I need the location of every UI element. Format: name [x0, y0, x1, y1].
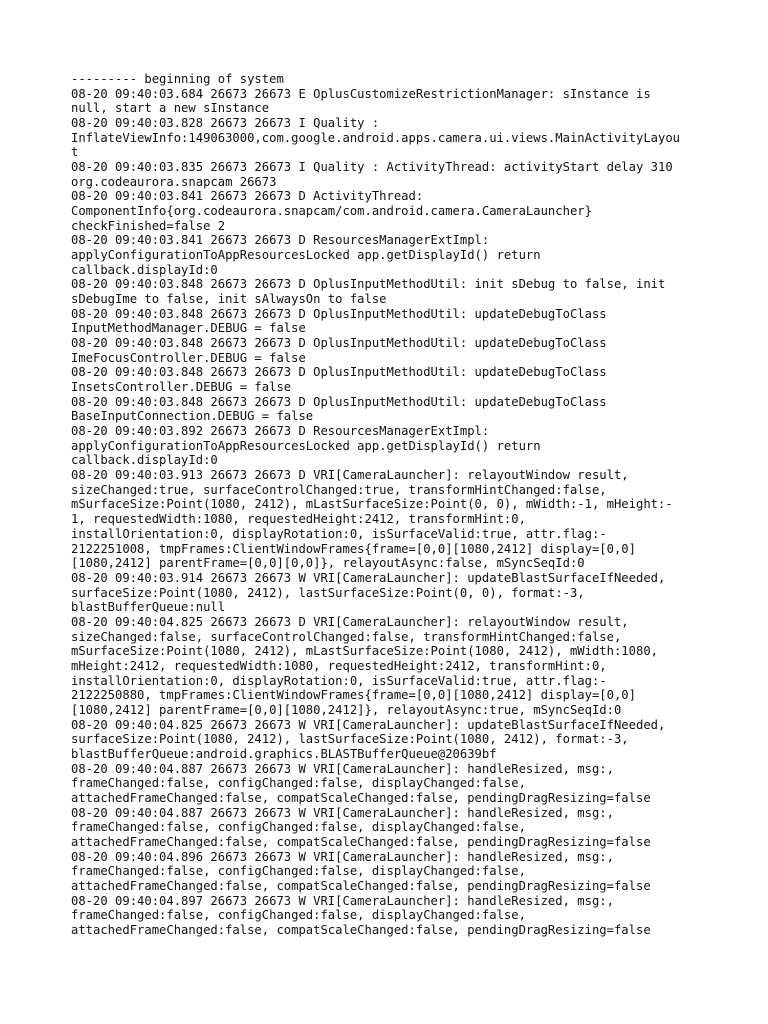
log-line: ImeFocusController.DEBUG = false	[71, 350, 306, 365]
log-line: BaseInputConnection.DEBUG = false	[71, 409, 314, 424]
log-line: 08-20 09:40:04.897 26673 26673 W VRI[CameraLauncher]: handleResized, msg:,	[71, 893, 614, 908]
log-line: 08-20 09:40:03.848 26673 26673 D OplusInputMethodUtil: init sDebug to false, init	[71, 277, 666, 292]
log-line: frameChanged:false, configChanged:false, displayChanged:false,	[71, 908, 526, 923]
log-line: 08-20 09:40:03.684 26673 26673 E OplusCustomizeRestrictionManager: sInstance is	[71, 86, 651, 101]
log-line: 08-20 09:40:03.828 26673 26673 I Quality :	[71, 116, 380, 131]
log-line: installOrientation:0, displayRotation:0, isSurfaceValid:true, attr.flag:-	[71, 526, 607, 541]
log-line: 08-20 09:40:03.841 26673 26673 D ActivityThread:	[71, 189, 424, 204]
log-line: callback.displayId:0	[71, 262, 218, 277]
log-line: checkFinished=false 2	[71, 218, 226, 233]
log-line: 08-20 09:40:04.825 26673 26673 D VRI[CameraLauncher]: relayoutWindow result,	[71, 614, 629, 629]
log-line: applyConfigurationToAppResourcesLocked app.getDisplayId() return	[71, 248, 541, 263]
log-line: 2122251008, tmpFrames:ClientWindowFrames{frame=[0,0][1080,2412] display=[0,0]	[71, 541, 636, 556]
log-line: attachedFrameChanged:false, compatScaleChanged:false, pendingDragResizing=false	[71, 878, 651, 893]
log-line: null, start a new sInstance	[71, 101, 270, 116]
log-line: sDebugIme to false, init sAlwaysOn to false	[71, 292, 387, 307]
log-line: 1, requestedWidth:1080, requestedHeight:2412, transformHint:0,	[71, 512, 526, 527]
log-line: surfaceSize:Point(1080, 2412), lastSurfaceSize:Point(1080, 2412), format:-3,	[71, 732, 629, 747]
log-line: 08-20 09:40:03.835 26673 26673 I Quality : ActivityThread: activityStart delay 310	[71, 160, 673, 175]
log-line: 08-20 09:40:04.887 26673 26673 W VRI[CameraLauncher]: handleResized, msg:,	[71, 805, 614, 820]
log-line: 08-20 09:40:04.896 26673 26673 W VRI[CameraLauncher]: handleResized, msg:,	[71, 849, 614, 864]
log-line: [1080,2412] parentFrame=[0,0][1080,2412]}, relayoutAsync:true, mSyncSeqId:0	[71, 702, 622, 717]
log-line: mSurfaceSize:Point(1080, 2412), mLastSurfaceSize:Point(0, 0), mWidth:-1, mHeight:-	[71, 497, 673, 512]
log-line: blastBufferQueue:null	[71, 600, 226, 615]
log-line: [1080,2412] parentFrame=[0,0][0,0]}, relayoutAsync:false, mSyncSeqId:0	[71, 556, 585, 571]
log-line: 08-20 09:40:03.913 26673 26673 D VRI[CameraLauncher]: relayoutWindow result,	[71, 468, 629, 483]
log-text-block	[71, 72, 701, 938]
log-line: 08-20 09:40:04.825 26673 26673 W VRI[CameraLauncher]: updateBlastSurfaceIfNeeded,	[71, 717, 666, 732]
log-line: InflateViewInfo:149063000,com.google.android.apps.camera.ui.views.MainActivityLayou	[71, 130, 681, 145]
log-line: mSurfaceSize:Point(1080, 2412), mLastSurfaceSize:Point(1080, 2412), mWidth:1080,	[71, 644, 658, 659]
log-line: 08-20 09:40:03.848 26673 26673 D OplusInputMethodUtil: updateDebugToClass	[71, 394, 607, 409]
log-line: frameChanged:false, configChanged:false, displayChanged:false,	[71, 776, 526, 791]
log-line: ComponentInfo{org.codeaurora.snapcam/com.android.camera.CameraLauncher}	[71, 204, 592, 219]
log-line: installOrientation:0, displayRotation:0, isSurfaceValid:true, attr.flag:-	[71, 673, 607, 688]
log-line: 08-20 09:40:04.887 26673 26673 W VRI[CameraLauncher]: handleResized, msg:,	[71, 761, 614, 776]
log-line: org.codeaurora.snapcam 26673	[71, 174, 277, 189]
log-line: 08-20 09:40:03.892 26673 26673 D ResourcesManagerExtImpl:	[71, 424, 490, 439]
log-line: InputMethodManager.DEBUG = false	[71, 321, 306, 336]
log-line: sizeChanged:true, surfaceControlChanged:true, transformHintChanged:false,	[71, 482, 607, 497]
log-line: frameChanged:false, configChanged:false, displayChanged:false,	[71, 864, 526, 879]
log-line: blastBufferQueue:android.graphics.BLASTBufferQueue@20639bf	[71, 746, 497, 761]
log-line: 08-20 09:40:03.848 26673 26673 D OplusInputMethodUtil: updateDebugToClass	[71, 365, 607, 380]
log-line: --------- beginning of system	[71, 72, 284, 86]
log-line: surfaceSize:Point(1080, 2412), lastSurfaceSize:Point(0, 0), format:-3,	[71, 585, 585, 600]
log-line: sizeChanged:false, surfaceControlChanged:false, transformHintChanged:false,	[71, 629, 622, 644]
log-line: 08-20 09:40:03.914 26673 26673 W VRI[CameraLauncher]: updateBlastSurfaceIfNeeded,	[71, 570, 666, 585]
log-line: 08-20 09:40:03.841 26673 26673 D ResourcesManagerExtImpl:	[71, 233, 490, 248]
log-line: 08-20 09:40:03.848 26673 26673 D OplusInputMethodUtil: updateDebugToClass	[71, 336, 607, 351]
log-line: attachedFrameChanged:false, compatScaleChanged:false, pendingDragResizing=false	[71, 922, 651, 937]
log-line: attachedFrameChanged:false, compatScaleChanged:false, pendingDragResizing=false	[71, 834, 651, 849]
log-line: InsetsController.DEBUG = false	[71, 380, 292, 395]
log-line: 2122250880, tmpFrames:ClientWindowFrames{frame=[0,0][1080,2412] display=[0,0]	[71, 688, 636, 703]
log-line: attachedFrameChanged:false, compatScaleChanged:false, pendingDragResizing=false	[71, 790, 651, 805]
log-line: 08-20 09:40:03.848 26673 26673 D OplusInputMethodUtil: updateDebugToClass	[71, 306, 607, 321]
log-line: frameChanged:false, configChanged:false, displayChanged:false,	[71, 820, 526, 835]
log-line: t	[71, 145, 79, 160]
log-line: callback.displayId:0	[71, 453, 218, 468]
log-line: mHeight:2412, requestedWidth:1080, requestedHeight:2412, transformHint:0,	[71, 658, 607, 673]
log-line: applyConfigurationToAppResourcesLocked app.getDisplayId() return	[71, 438, 541, 453]
